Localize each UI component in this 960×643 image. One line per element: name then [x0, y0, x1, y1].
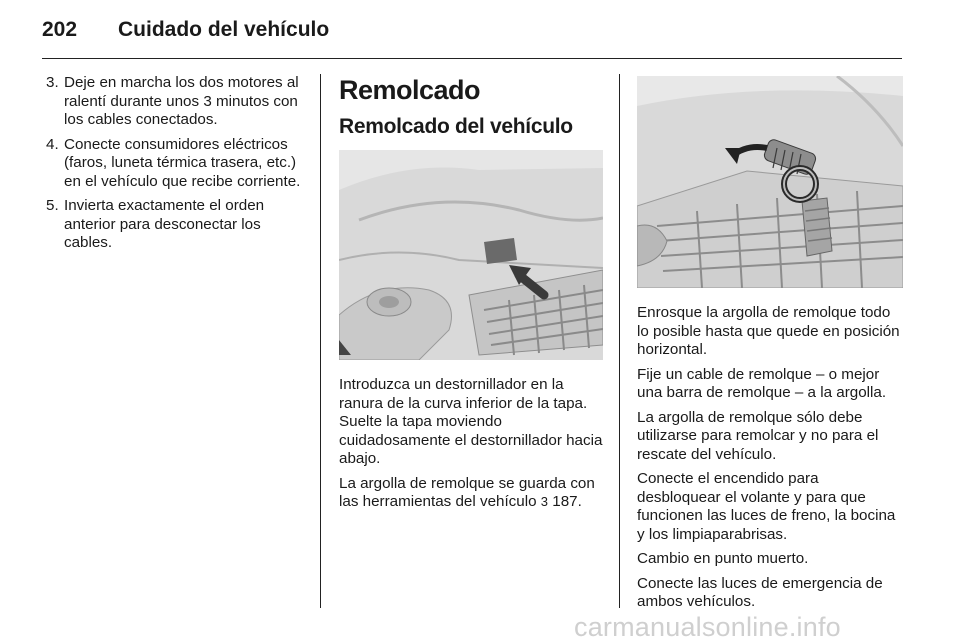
step-text: Conecte consumidores eléctricos (faros, luneta térmica trasera, etc.) en el vehículo que recibe corriente. [64, 135, 301, 190]
step-number: 4. [46, 135, 59, 153]
paragraph: Fije un cable de remolque – o mejor una barra de remolque – a la argolla. [637, 365, 887, 401]
bumper-cover-illustration [339, 150, 603, 360]
paragraph: Cambio en punto muerto. [637, 550, 809, 567]
paragraph [339, 475, 603, 512]
step-list [42, 74, 304, 253]
column-divider-right [619, 74, 620, 608]
paragraph-text: La argolla de remolque se guarda con las herramientas del vehículo [339, 474, 595, 510]
step-text: Invierta exactamente el orden anterior para desconectar los cables. [64, 197, 265, 251]
column-1 [42, 74, 304, 259]
column-divider-left [320, 74, 321, 608]
watermark: carmanualsonline.info [574, 612, 841, 642]
paragraph: Conecte las luces de emergencia de ambos vehículos. [637, 574, 883, 610]
paragraph: Enrosque la argolla de remolque todo lo posible hasta que quede en posición horizontal. [637, 304, 900, 358]
list-item [42, 74, 304, 130]
column-2 [339, 74, 603, 518]
column-3 [637, 76, 903, 618]
list-item [42, 136, 304, 192]
section-title: Remolcado [339, 75, 481, 105]
step-text: Deje en marcha los dos motores al ralentí durante unos 3 minutos con los cables conectados. [64, 74, 299, 128]
paragraph: Introduzca un destornillador en la ranura de la curva inferior de la tapa. Suelte la tapa moviendo cuidadosamente el destornillador hacia abajo. [339, 376, 603, 467]
page-number: 202 [42, 18, 78, 41]
paragraph: Conecte el encendido para desbloquear el volante y para que funcionen las luces de freno, la bocina y los limpiaparabrisas. [637, 470, 896, 543]
page-header [42, 14, 902, 59]
page-reference[interactable]: 187. [552, 493, 582, 510]
towing-eye-illustration [637, 76, 903, 288]
page-reference-icon: 3 [540, 494, 549, 509]
chapter-title: Cuidado del vehículo [118, 18, 330, 41]
list-item [42, 197, 304, 253]
subsection-title: Remolcado del vehículo [339, 115, 573, 138]
step-number: 5. [46, 197, 59, 214]
step-number: 3. [46, 74, 59, 91]
paragraph: La argolla de remolque sólo debe utilizarse para remolcar y no para el rescate del vehículo. [637, 408, 879, 463]
